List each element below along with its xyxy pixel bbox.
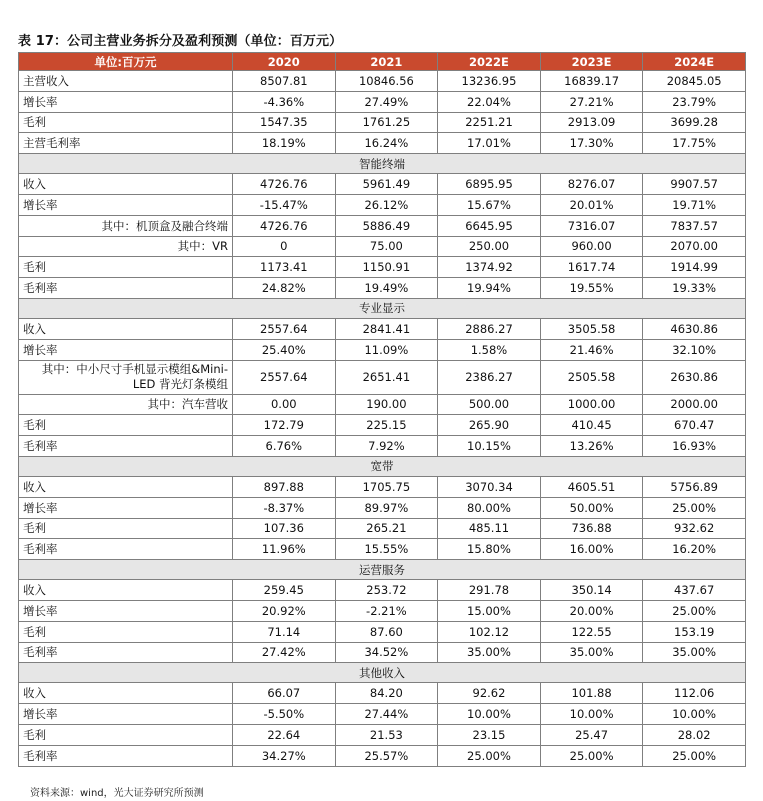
cell-value: 437.67	[643, 580, 746, 601]
cell-value: 2557.64	[233, 318, 336, 339]
cell-value: 259.45	[233, 580, 336, 601]
row-label: 毛利率	[19, 278, 233, 299]
cell-value: 2505.58	[540, 360, 643, 394]
row-label: 毛利	[19, 621, 233, 642]
cell-value: -8.37%	[233, 497, 336, 518]
table-row	[19, 318, 746, 339]
table-row	[19, 415, 746, 436]
cell-value: 71.14	[233, 621, 336, 642]
cell-value: 19.55%	[540, 278, 643, 299]
cell-value: 27.49%	[335, 91, 438, 112]
cell-value: 2841.41	[335, 318, 438, 339]
cell-value: 7.92%	[335, 436, 438, 457]
row-label: 毛利	[19, 518, 233, 539]
row-label: 毛利率	[19, 745, 233, 766]
table-row	[19, 71, 746, 92]
section-title: 运营服务	[19, 560, 746, 580]
row-label: 收入	[19, 318, 233, 339]
cell-value: 2386.27	[438, 360, 541, 394]
cell-value: 2000.00	[643, 394, 746, 415]
cell-value: 23.79%	[643, 91, 746, 112]
cell-value: 172.79	[233, 415, 336, 436]
cell-value: 410.45	[540, 415, 643, 436]
cell-value: 11.09%	[335, 339, 438, 360]
cell-value: 10.00%	[438, 704, 541, 725]
table-row	[19, 278, 746, 299]
cell-value: 16839.17	[540, 71, 643, 92]
cell-value: 15.55%	[335, 539, 438, 560]
cell-value: 10846.56	[335, 71, 438, 92]
table-row	[19, 360, 746, 394]
cell-value: 5886.49	[335, 215, 438, 236]
cell-value: 24.82%	[233, 278, 336, 299]
cell-value: 2630.86	[643, 360, 746, 394]
cell-value: 4726.76	[233, 215, 336, 236]
cell-value: 101.88	[540, 683, 643, 704]
table-title: 表 17：公司主营业务拆分及盈利预测（单位：百万元）	[18, 34, 343, 49]
cell-value: 500.00	[438, 394, 541, 415]
cell-value: 19.94%	[438, 278, 541, 299]
row-label: 其中：机顶盒及融合终端	[19, 215, 233, 236]
header-year: 2023E	[540, 53, 643, 71]
cell-value: 5961.49	[335, 174, 438, 195]
section-row	[19, 154, 746, 174]
cell-value: 2886.27	[438, 318, 541, 339]
header-year: 2024E	[643, 53, 746, 71]
row-label: 增长率	[19, 600, 233, 621]
cell-value: 10.00%	[540, 704, 643, 725]
cell-value: 4630.86	[643, 318, 746, 339]
cell-value: 932.62	[643, 518, 746, 539]
cell-value: 102.12	[438, 621, 541, 642]
row-label: 增长率	[19, 339, 233, 360]
cell-value: 21.53	[335, 724, 438, 745]
cell-value: 2651.41	[335, 360, 438, 394]
section-row	[19, 456, 746, 476]
table-row	[19, 683, 746, 704]
cell-value: 25.00%	[643, 497, 746, 518]
table-row	[19, 91, 746, 112]
row-label: 增长率	[19, 194, 233, 215]
cell-value: 1150.91	[335, 257, 438, 278]
cell-value: 26.12%	[335, 194, 438, 215]
cell-value: 6645.95	[438, 215, 541, 236]
cell-value: 13236.95	[438, 71, 541, 92]
cell-value: 19.33%	[643, 278, 746, 299]
table-row	[19, 539, 746, 560]
table-body	[19, 71, 746, 767]
row-label: 收入	[19, 683, 233, 704]
cell-value: 20.92%	[233, 600, 336, 621]
row-label: 增长率	[19, 91, 233, 112]
table-row	[19, 174, 746, 195]
cell-value: 3699.28	[643, 112, 746, 133]
row-label: 毛利率	[19, 539, 233, 560]
table-row	[19, 257, 746, 278]
row-label: 毛利率	[19, 436, 233, 457]
cell-value: 0	[233, 236, 336, 257]
cell-value: 2557.64	[233, 360, 336, 394]
table-row	[19, 580, 746, 601]
cell-value: 25.00%	[438, 745, 541, 766]
cell-value: 20.00%	[540, 600, 643, 621]
table-row	[19, 621, 746, 642]
table-row	[19, 724, 746, 745]
cell-value: 253.72	[335, 580, 438, 601]
cell-value: 22.04%	[438, 91, 541, 112]
cell-value: 6.76%	[233, 436, 336, 457]
row-label: 其中：中小尺寸手机显示模组&Mini-LED 背光灯条模组	[19, 360, 233, 394]
row-label: 毛利	[19, 112, 233, 133]
cell-value: 16.24%	[335, 133, 438, 154]
cell-value: 17.01%	[438, 133, 541, 154]
header-year: 2021	[335, 53, 438, 71]
cell-value: 670.47	[643, 415, 746, 436]
table-row	[19, 704, 746, 725]
cell-value: 28.02	[643, 724, 746, 745]
header-unit: 单位:百万元	[19, 53, 233, 71]
cell-value: 25.40%	[233, 339, 336, 360]
cell-value: 35.00%	[438, 642, 541, 663]
cell-value: 35.00%	[643, 642, 746, 663]
cell-value: 25.00%	[540, 745, 643, 766]
table-row	[19, 339, 746, 360]
cell-value: 7316.07	[540, 215, 643, 236]
cell-value: 84.20	[335, 683, 438, 704]
cell-value: 265.21	[335, 518, 438, 539]
header-year: 2020	[233, 53, 336, 71]
cell-value: 15.80%	[438, 539, 541, 560]
table-row	[19, 215, 746, 236]
cell-value: 66.07	[233, 683, 336, 704]
cell-value: 0.00	[233, 394, 336, 415]
cell-value: 1617.74	[540, 257, 643, 278]
header-year: 2022E	[438, 53, 541, 71]
cell-value: 897.88	[233, 476, 336, 497]
cell-value: 4726.76	[233, 174, 336, 195]
section-title: 其他收入	[19, 663, 746, 683]
cell-value: 1547.35	[233, 112, 336, 133]
row-label: 毛利	[19, 415, 233, 436]
section-row	[19, 298, 746, 318]
cell-value: 17.75%	[643, 133, 746, 154]
cell-value: 5756.89	[643, 476, 746, 497]
table-row	[19, 600, 746, 621]
table-row	[19, 236, 746, 257]
table-row	[19, 476, 746, 497]
cell-value: 2070.00	[643, 236, 746, 257]
cell-value: 16.00%	[540, 539, 643, 560]
cell-value: 2913.09	[540, 112, 643, 133]
row-label: 毛利	[19, 257, 233, 278]
cell-value: 27.21%	[540, 91, 643, 112]
table-row	[19, 133, 746, 154]
cell-value: 34.52%	[335, 642, 438, 663]
cell-value: 960.00	[540, 236, 643, 257]
cell-value: 6895.95	[438, 174, 541, 195]
section-title: 智能终端	[19, 154, 746, 174]
cell-value: 1.58%	[438, 339, 541, 360]
cell-value: 9907.57	[643, 174, 746, 195]
section-title: 宽带	[19, 456, 746, 476]
cell-value: 350.14	[540, 580, 643, 601]
row-label: 其中：VR	[19, 236, 233, 257]
row-label: 毛利率	[19, 642, 233, 663]
row-label: 收入	[19, 476, 233, 497]
cell-value: 250.00	[438, 236, 541, 257]
cell-value: 291.78	[438, 580, 541, 601]
financial-forecast-table	[18, 52, 746, 767]
cell-value: 32.10%	[643, 339, 746, 360]
cell-value: 8507.81	[233, 71, 336, 92]
cell-value: -15.47%	[233, 194, 336, 215]
cell-value: 225.15	[335, 415, 438, 436]
cell-value: 1761.25	[335, 112, 438, 133]
cell-value: 112.06	[643, 683, 746, 704]
cell-value: 1705.75	[335, 476, 438, 497]
cell-value: 8276.07	[540, 174, 643, 195]
cell-value: 87.60	[335, 621, 438, 642]
cell-value: 485.11	[438, 518, 541, 539]
cell-value: 1374.92	[438, 257, 541, 278]
cell-value: 3070.34	[438, 476, 541, 497]
cell-value: 25.57%	[335, 745, 438, 766]
row-label: 其中：汽车营收	[19, 394, 233, 415]
cell-value: 11.96%	[233, 539, 336, 560]
cell-value: 80.00%	[438, 497, 541, 518]
section-row	[19, 663, 746, 683]
section-row	[19, 560, 746, 580]
cell-value: 17.30%	[540, 133, 643, 154]
cell-value: 25.47	[540, 724, 643, 745]
cell-value: -4.36%	[233, 91, 336, 112]
cell-value: 75.00	[335, 236, 438, 257]
cell-value: 107.36	[233, 518, 336, 539]
row-label: 主营毛利率	[19, 133, 233, 154]
cell-value: 25.00%	[643, 745, 746, 766]
cell-value: 20845.05	[643, 71, 746, 92]
cell-value: 153.19	[643, 621, 746, 642]
cell-value: -5.50%	[233, 704, 336, 725]
cell-value: 2251.21	[438, 112, 541, 133]
cell-value: 92.62	[438, 683, 541, 704]
row-label: 增长率	[19, 497, 233, 518]
cell-value: 15.67%	[438, 194, 541, 215]
cell-value: 3505.58	[540, 318, 643, 339]
cell-value: 15.00%	[438, 600, 541, 621]
cell-value: 265.90	[438, 415, 541, 436]
table-row	[19, 642, 746, 663]
source-note: 资料来源：wind，光大证券研究所预测	[30, 788, 204, 799]
table-row	[19, 518, 746, 539]
cell-value: 89.97%	[335, 497, 438, 518]
cell-value: 25.00%	[643, 600, 746, 621]
table-row	[19, 436, 746, 457]
cell-value: 7837.57	[643, 215, 746, 236]
cell-value: 19.71%	[643, 194, 746, 215]
table-row	[19, 194, 746, 215]
row-label: 毛利	[19, 724, 233, 745]
row-label: 收入	[19, 174, 233, 195]
cell-value: 20.01%	[540, 194, 643, 215]
row-label: 增长率	[19, 704, 233, 725]
cell-value: 27.44%	[335, 704, 438, 725]
cell-value: 736.88	[540, 518, 643, 539]
cell-value: -2.21%	[335, 600, 438, 621]
cell-value: 13.26%	[540, 436, 643, 457]
cell-value: 18.19%	[233, 133, 336, 154]
cell-value: 1173.41	[233, 257, 336, 278]
cell-value: 190.00	[335, 394, 438, 415]
cell-value: 27.42%	[233, 642, 336, 663]
cell-value: 1914.99	[643, 257, 746, 278]
cell-value: 16.20%	[643, 539, 746, 560]
cell-value: 1000.00	[540, 394, 643, 415]
cell-value: 16.93%	[643, 436, 746, 457]
cell-value: 122.55	[540, 621, 643, 642]
table-row	[19, 112, 746, 133]
table-row	[19, 394, 746, 415]
table-header-row	[19, 53, 746, 71]
cell-value: 4605.51	[540, 476, 643, 497]
cell-value: 23.15	[438, 724, 541, 745]
row-label: 收入	[19, 580, 233, 601]
cell-value: 34.27%	[233, 745, 336, 766]
cell-value: 50.00%	[540, 497, 643, 518]
cell-value: 21.46%	[540, 339, 643, 360]
table-row	[19, 745, 746, 766]
cell-value: 10.00%	[643, 704, 746, 725]
cell-value: 22.64	[233, 724, 336, 745]
section-title: 专业显示	[19, 298, 746, 318]
row-label: 主营收入	[19, 71, 233, 92]
cell-value: 19.49%	[335, 278, 438, 299]
cell-value: 35.00%	[540, 642, 643, 663]
cell-value: 10.15%	[438, 436, 541, 457]
table-row	[19, 497, 746, 518]
